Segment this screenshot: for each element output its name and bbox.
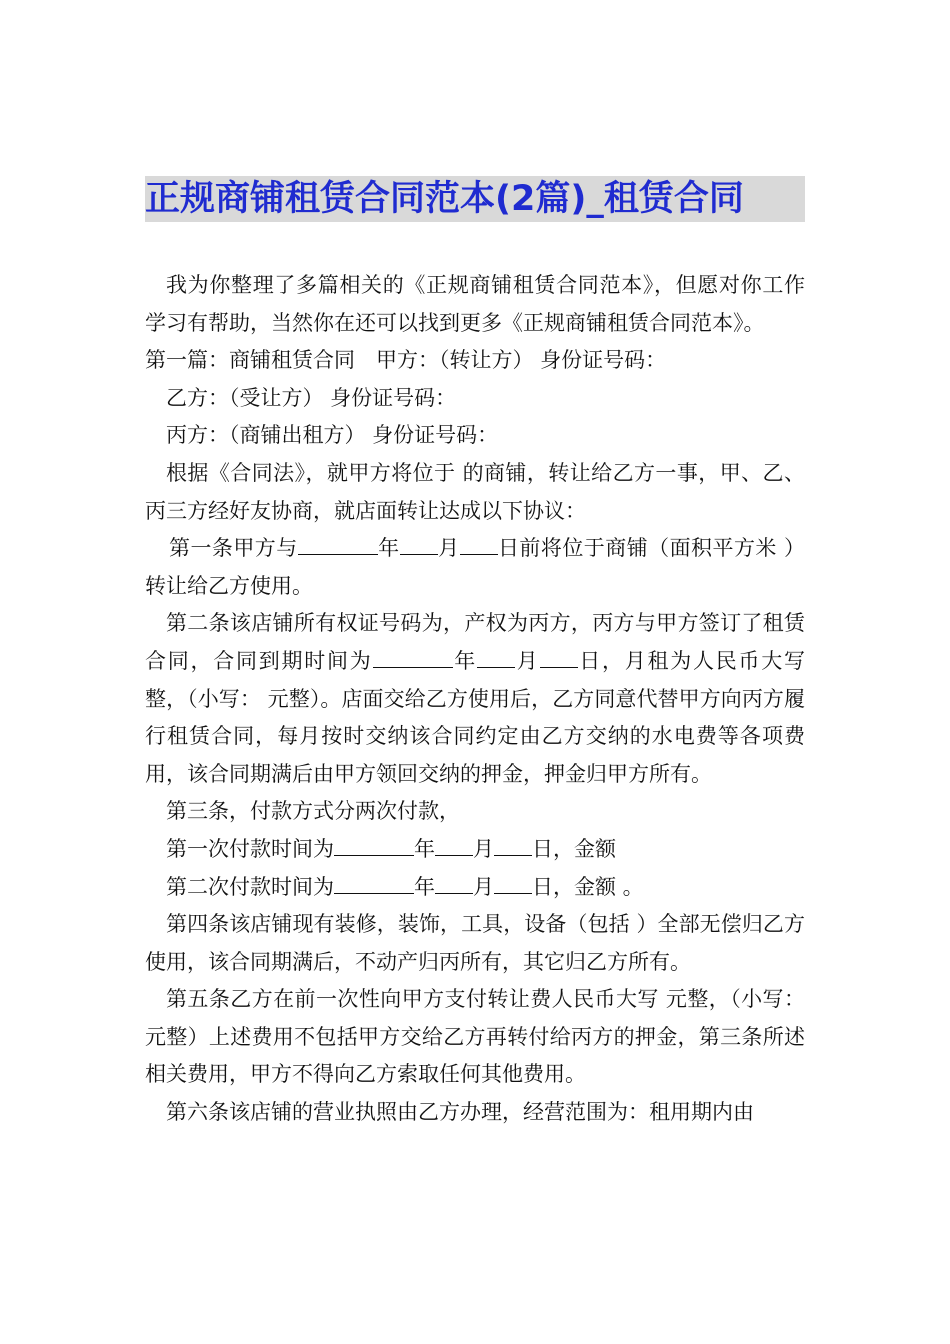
blank-field <box>494 873 532 894</box>
article-4: 第四条该店铺现有装修，装饰，工具，设备（包括 ）全部无偿归乙方使用，该合同期满后，不动产归丙所有，其它归乙方所有。 <box>145 912 805 974</box>
blank-field <box>334 835 414 856</box>
article-5: 第五条乙方在前一次性向甲方支付转让费人民币大写 元整，（小写： 元整）上述费用不包括甲方交给乙方再转付给丙方的押金，第三条所述相关费用，甲方不得向乙方索取任何其他费用。 <box>145 987 805 1087</box>
basis-paragraph: 根据《合同法》，就甲方将位于 的商铺，转让给乙方一事，甲、乙、丙三方经好友协商，就店面转让达成以下协议： <box>145 460 805 523</box>
party-c-line: 丙方：（商铺出租方） 身份证号码： <box>166 423 499 448</box>
blank-field <box>298 534 378 555</box>
blank-field <box>494 835 532 856</box>
intro-paragraph: 我为你整理了多篇相关的《正规商铺租赁合同范本》，但愿对你工作学习有帮助，当然你在还可以找到更多《正规商铺租赁合同范本》。 <box>145 273 805 335</box>
blank-field <box>373 647 453 668</box>
blank-field <box>400 534 438 555</box>
blank-field <box>435 835 473 856</box>
blank-field <box>540 647 578 668</box>
party-a-line: 第一篇：商铺租赁合同 甲方：（转让方） 身份证号码： <box>145 348 667 373</box>
article-1: 第一条甲方与 年 月 日前将位于商铺（面积平方米 ）转让给乙方使用。 <box>145 536 805 598</box>
blank-field <box>334 873 414 894</box>
payment-1-line: 第一次付款时间为 年 月 日，金额 <box>166 836 616 861</box>
blank-field <box>435 873 473 894</box>
blank-field <box>477 647 515 668</box>
document-body <box>145 267 805 1132</box>
document-title: 正规商铺租赁合同范本(2篇)_租赁合同 <box>145 176 805 222</box>
party-b-line: 乙方：（受让方） 身份证号码： <box>166 385 457 410</box>
article-2: 第二条该店铺所有权证号码为，产权为丙方，丙方与甲方签订了租赁合同，合同到期时间为 年 月 日，月租为人民币大写 整，（小写： 元整）。店面交给乙方使用后，乙方同意代替甲方向丙方履行租赁合同，每月按时交纳该合同约定由乙方交纳的水电费等各项费用，该合同期满后由甲方领回交纳的押金，押金归甲方所有。 <box>145 611 805 786</box>
article-6: 第六条该店铺的营业执照由乙方办理，经营范围为：租用期内由 <box>166 1100 754 1125</box>
payment-2-line: 第二次付款时间为 年 月 日，金额 。 <box>166 874 644 899</box>
article-3: 第三条，付款方式分两次付款， <box>166 799 460 824</box>
blank-field <box>460 534 498 555</box>
